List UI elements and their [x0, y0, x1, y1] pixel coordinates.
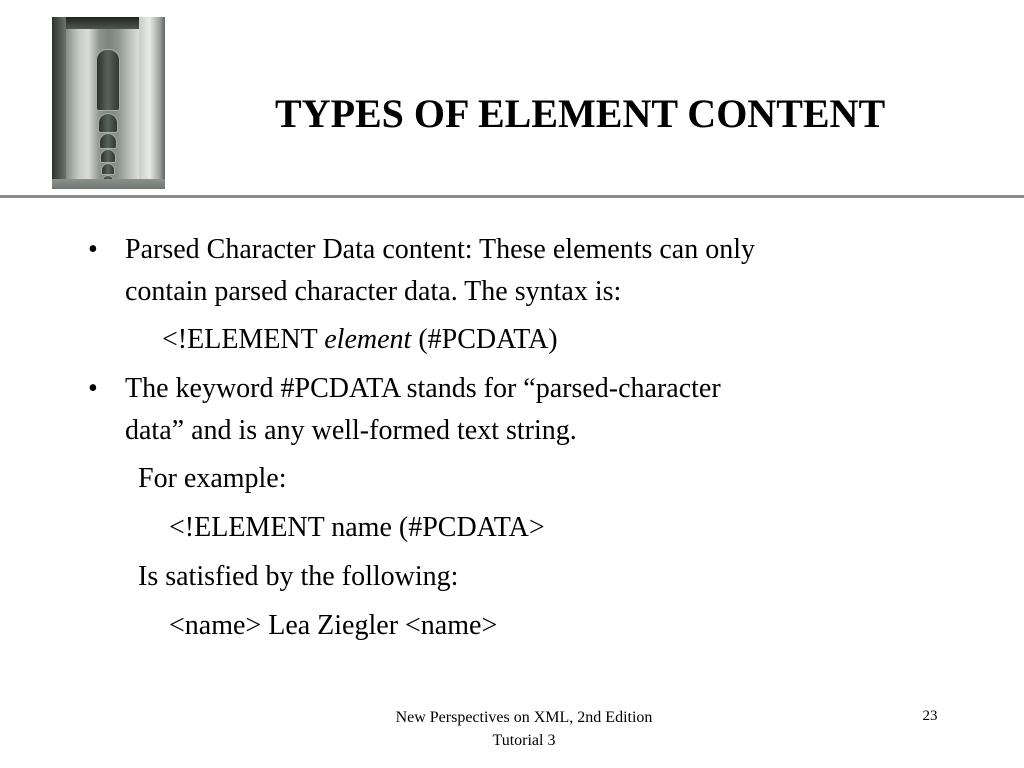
bullet2-line2: data” and is any well-formed text string. — [125, 415, 577, 446]
syntax-italic: element — [324, 324, 412, 355]
example-code: <!ELEMENT name (#PCDATA> — [169, 512, 545, 543]
satisfied-code: <name> Lea Ziegler <name> — [169, 610, 498, 641]
syntax-line — [162, 320, 558, 360]
slide-footer — [300, 706, 748, 752]
bullet-marker: • — [88, 373, 98, 404]
example-intro: For example: — [138, 463, 287, 494]
bullet1-line2: contain parsed character data. The syntax is: — [125, 276, 622, 307]
bullet-marker: • — [88, 234, 98, 265]
syntax-suffix: (#PCDATA) — [411, 324, 558, 355]
slide-title: TYPES OF ELEMENT CONTENT — [275, 91, 886, 136]
syntax-prefix: <!ELEMENT — [162, 324, 325, 355]
bullet1-line1: Parsed Character Data content: These elements can only — [125, 234, 756, 265]
satisfied-intro: Is satisfied by the following: — [138, 561, 459, 592]
footer-book-title: New Perspectives on XML, 2nd Edition — [395, 709, 653, 726]
bullet2-line1: The keyword #PCDATA stands for “parsed-character — [125, 373, 721, 404]
footer-tutorial: Tutorial 3 — [492, 732, 556, 749]
page-number: 23 — [922, 708, 938, 724]
